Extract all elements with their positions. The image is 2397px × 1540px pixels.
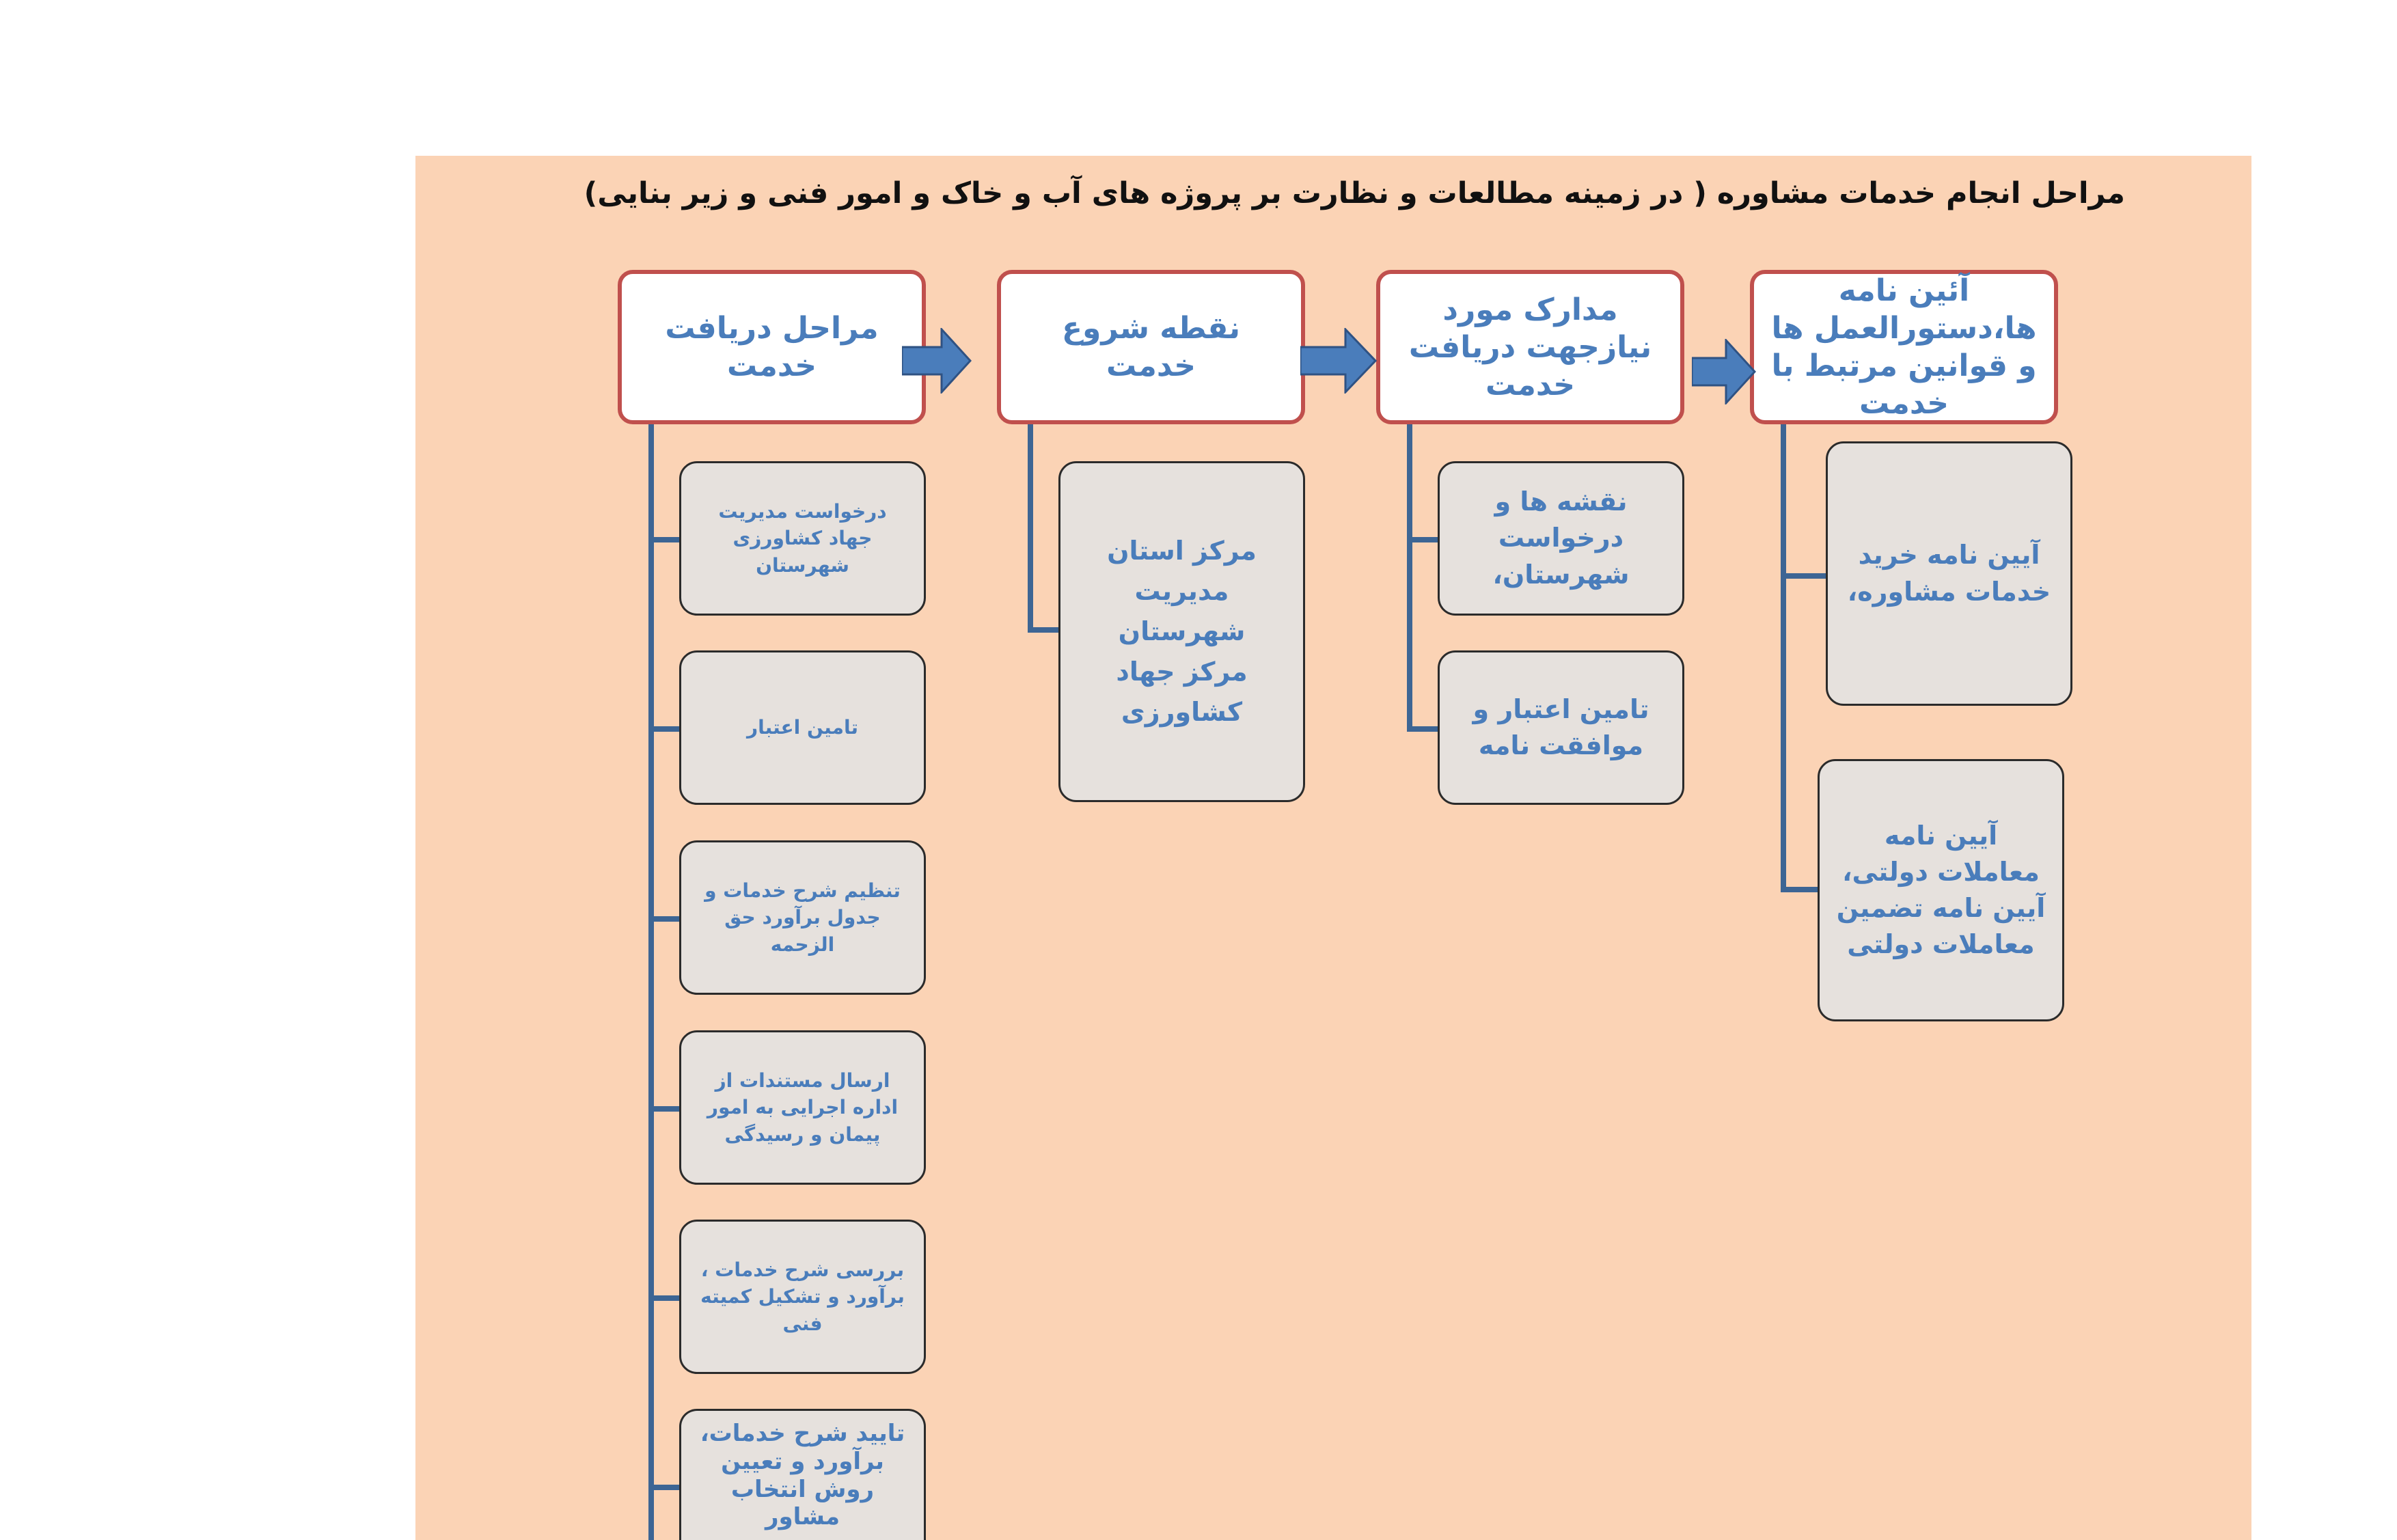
item-regulation: آیین نامه معاملات دولتی، آیین نامه تضمین معاملات دولتی — [1818, 759, 2064, 1021]
arrow-right-icon — [902, 328, 972, 394]
arrow-right-icon — [1692, 339, 1756, 404]
item-procedure-step: تنظیم شرح خدمات و جدول برآورد حق الزحمه — [679, 840, 926, 995]
connector-branch — [648, 916, 681, 922]
item-start-point: مرکز استان مدیریت شهرستان مرکز جهاد کشاورزی — [1058, 461, 1305, 802]
item-procedure-step: تایید شرح خدمات، برآورد و تعیین روش انتخاب مشاور — [679, 1409, 926, 1540]
connector-branch — [1781, 887, 1819, 892]
connector-line-regulations — [1781, 424, 1786, 892]
header-required-documents: مدارک مورد نیازجهت دریافت خدمت — [1376, 270, 1684, 424]
item-document: تامین اعتبار و موافقت نامه — [1438, 650, 1684, 805]
item-document: نقشه ها و درخواست شهرستان، — [1438, 461, 1684, 616]
connector-line-start — [1028, 424, 1033, 633]
connector-branch — [1407, 726, 1439, 732]
item-procedure-step: ارسال مستندات از اداره اجرایی به امور پیمان و رسیدگی — [679, 1030, 926, 1185]
arrow-right-icon — [1300, 328, 1377, 394]
connector-branch — [1028, 627, 1060, 633]
header-service-procedure: مراحل دریافت خدمت — [618, 270, 926, 424]
connector-branch — [648, 1106, 681, 1112]
connector-branch — [648, 1485, 681, 1490]
item-procedure-step: درخواست مدیریت جهاد کشاورزی شهرستان — [679, 461, 926, 616]
connector-branch — [648, 1295, 681, 1301]
connector-branch — [648, 537, 681, 542]
connector-line-procedure — [648, 424, 654, 1540]
connector-branch — [1781, 573, 1827, 579]
header-regulations: آئین نامه ها،دستورالعمل ها و قوانین مرتبط با خدمت — [1750, 270, 2058, 424]
item-procedure-step: بررسی شرح خدمات ، برآورد و تشکیل کمیته فنی — [679, 1220, 926, 1374]
connector-line-documents — [1407, 424, 1412, 731]
connector-branch — [648, 726, 681, 732]
item-procedure-step: تامین اعتبار — [679, 650, 926, 805]
connector-branch — [1407, 537, 1439, 542]
item-regulation: آیین نامه خرید خدمات مشاوره، — [1826, 441, 2072, 706]
diagram-title: مراحل انجام خدمات مشاوره ( در زمینه مطالعات و نظارت بر پروژه های آب و خاک و امور فنی و زیر بنایی) — [584, 176, 2125, 210]
header-service-start-point: نقطه شروع خدمت — [997, 270, 1305, 424]
